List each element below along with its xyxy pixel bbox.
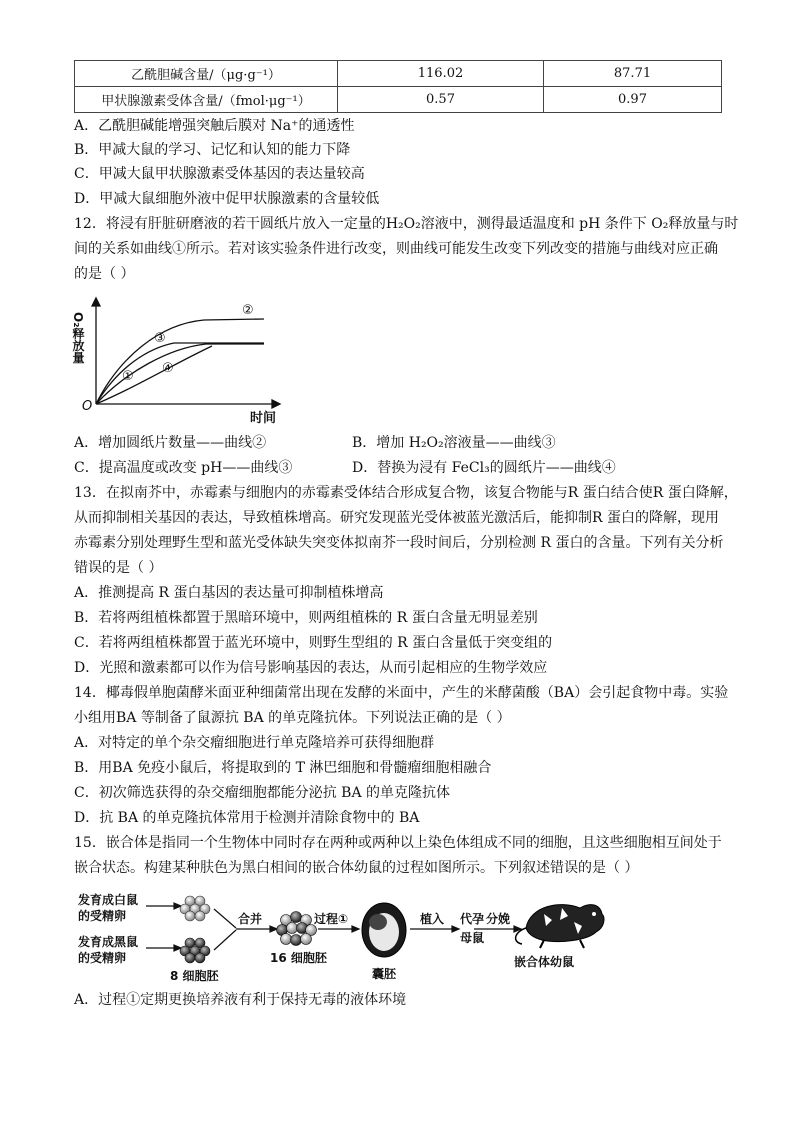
- q14-option-b: B．用BA 免疫小鼠后，将提取到的 T 淋巴细胞和骨髓瘤细胞相融合: [74, 760, 492, 776]
- sixteen-cell-label: 16 细胞胚: [270, 951, 327, 965]
- curve-label-3: ③: [154, 331, 166, 346]
- q11-option-d: D．甲减大鼠细胞外液中促甲状腺激素的含量较低: [74, 191, 380, 207]
- table-cell: 甲状腺激素受体含量/（fmol·μg⁻¹）: [75, 87, 338, 113]
- curve-label-2: ②: [242, 303, 254, 318]
- process-1-label: 过程①: [314, 912, 349, 926]
- q13-option-b: B．若将两组植株都置于黑暗环境中，则两组植株的 R 蛋白含量无明显差别: [74, 610, 538, 626]
- q14-stem-line: 14．椰毒假单胞菌酵米面亚种细菌常出现在发酵的米面中，产生的米酵菌酸（BA）会引起食物中毒。实验: [74, 685, 729, 701]
- blastocyst: [362, 903, 406, 957]
- table-cell: 乙酰胆碱含量/（μg·g⁻¹）: [75, 61, 338, 87]
- curve-label-1: ①: [122, 369, 134, 384]
- q13-option-d: D．光照和激素都可以作为信号影响基因的表达，从而引起相应的生物学效应: [74, 660, 548, 676]
- graph-x-label: 时间: [250, 411, 277, 426]
- q11-option-b: B．甲减大鼠的学习、记忆和认知的能力下降: [74, 142, 351, 158]
- q12-option-c: C．提高温度或改变 pH——曲线③: [74, 460, 293, 476]
- table-row: [75, 61, 722, 87]
- q15-stem-line: 嵌合状态。构建某种肤色为黑白相间的嵌合体幼鼠的过程如图所示。下列叙述错误的是（ ）: [74, 860, 639, 876]
- sixteen-cell-embryo: [277, 912, 317, 946]
- q14-option-d: D．抗 BA 的单克隆抗体常用于检测并清除食物中的 BA: [74, 810, 420, 826]
- q13-option-a: A．推测提高 R 蛋白基因的表达量可抑制植株增高: [74, 585, 384, 601]
- graph-y-label: O₂释放量: [71, 312, 85, 364]
- table-cell: 87.71: [544, 61, 722, 87]
- table-cell: 116.02: [338, 61, 544, 87]
- black-egg-label: 的受精卵: [78, 951, 127, 965]
- white-egg-label: 发育成白鼠: [78, 893, 139, 907]
- q12-stem-line: 12．将浸有肝脏研磨液的若干圆纸片放入一定量的H₂O₂溶液中，测得最适温度和 pH 条件下 O₂释放量与时: [74, 216, 739, 232]
- q15-option-a: A．过程①定期更换培养液有利于保持无毒的液体环境: [74, 992, 407, 1008]
- q12-stem-line: 间的关系如曲线①所示。若对该实验条件进行改变，则曲线可能发生改变下列改变的措施与曲线对应正确: [74, 241, 718, 257]
- birth-label: 分娩: [486, 912, 511, 926]
- black-egg-label: 发育成黑鼠: [78, 935, 139, 949]
- q12-option-d: D．替换为浸有 FeCl₃的圆纸片——曲线④: [352, 460, 616, 476]
- q11-option-a: A．乙酰胆碱能增强突触后膜对 Na⁺的通透性: [74, 118, 355, 134]
- q14-stem-line: 小组用BA 等制备了鼠源抗 BA 的单克隆抗体。下列说法正确的是（ ）: [74, 710, 511, 726]
- table-row: [75, 87, 722, 113]
- q13-stem-line: 错误的是（ ）: [74, 560, 163, 576]
- implant-label: 植入: [420, 912, 445, 926]
- table-cell: 0.57: [338, 87, 544, 113]
- curve-label-4: ④: [162, 361, 174, 376]
- blastocyst-label: 囊胚: [372, 967, 397, 981]
- q12-stem-line: 的是（ ）: [74, 266, 135, 282]
- o2-release-graph: [71, 296, 284, 430]
- q12-option-b: B．增加 H₂O₂溶液量——曲线③: [352, 435, 556, 451]
- q13-stem-line: 13．在拟南芥中，赤霉素与细胞内的赤霉素受体结合形成复合物，该复合物能与R 蛋白结合使R 蛋白降解，: [74, 485, 738, 501]
- eight-cell-embryo-white: [180, 896, 210, 921]
- graph-origin: O: [82, 399, 93, 414]
- q14-option-c: C．初次筛选获得的杂交瘤细胞都能分泌抗 BA 的单克隆抗体: [74, 785, 451, 801]
- eight-cell-label: 8 细胞胚: [170, 969, 219, 983]
- q12-option-a: A．增加圆纸片数量——曲线②: [74, 435, 267, 451]
- mouse-icon: [516, 905, 604, 948]
- surrogate-label: 代孕: [460, 912, 485, 926]
- white-egg-label: 的受精卵: [78, 909, 127, 923]
- q13-stem-line: 赤霉素分别处理野生型和蓝光受体缺失突变体拟南芥一段时间后，分别检测 R 蛋白的含量。下列有关分析: [74, 535, 724, 551]
- merge-label: 合并: [238, 912, 263, 926]
- chimera-process-diagram: [74, 884, 614, 984]
- data-table: [74, 60, 722, 113]
- q15-stem-line: 15．嵌合体是指同一个生物体中同时存在两种或两种以上染色体组成不同的细胞，且这些细胞相互间处于: [74, 835, 722, 851]
- q13-stem-line: 从而抑制相关基因的表达，导致植株增高。研究发现蓝光受体被蓝光激活后，能抑制R 蛋白的降解，现用: [74, 510, 719, 526]
- surrogate-label: 母鼠: [460, 931, 485, 945]
- q14-option-a: A．对特定的单个杂交瘤细胞进行单克隆培养可获得细胞群: [74, 735, 435, 751]
- q13-option-c: C．若将两组植株都置于蓝光环境中，则野生型组的 R 蛋白含量低于突变组的: [74, 635, 553, 651]
- eight-cell-embryo-black: [180, 938, 210, 963]
- table-cell: 0.97: [544, 87, 722, 113]
- q11-option-c: C．甲减大鼠甲状腺激素受体基因的表达量较高: [74, 166, 365, 182]
- chimera-mouse-label: 嵌合体幼鼠: [514, 955, 575, 969]
